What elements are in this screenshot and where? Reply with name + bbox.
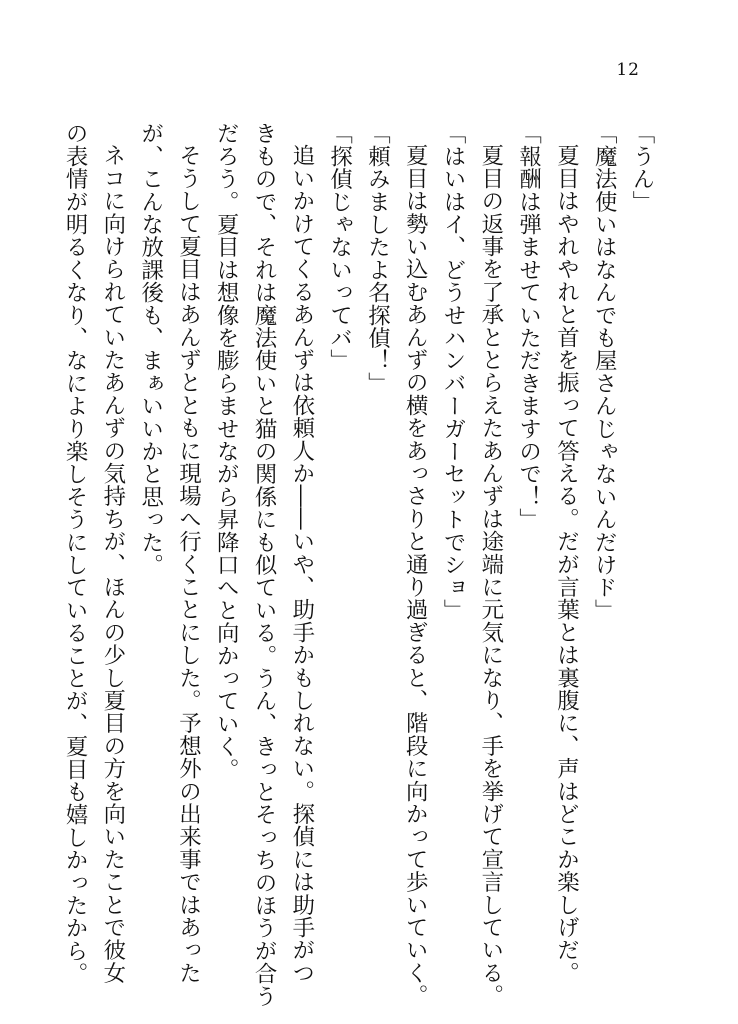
text-line-continuation: が、こんな放課後も、まぁいいかと思った。 [137,122,164,576]
text-line-dialogue: 「うん」 [629,122,655,213]
text-line-narration: 追いかけてくるあんずは依頼人か――いや、助手かもしれない。探偵には助手がつ [288,144,315,985]
text-line-narration: 夏目は勢い込むあんずの横をあっさりと通り過ぎると、階段に向かって歩いていく。 [402,144,429,1007]
text-line-continuation: だろう。夏目は想像を膨らませながら昇降口へと向かっていく。 [213,122,240,781]
text-line-narration: 夏目はやれやれと首を振って答える。だが言葉とは裏腹に、声はどこか楽しげだ。 [553,144,580,985]
text-line-continuation: きもので、それは魔法使いと猫の関係にも似ている。うん、きっとそっちのほうが合う [251,122,278,1008]
text-line-dialogue: 「報酬は弾ませていただきますので！」 [515,122,542,531]
text-line-narration: ネコに向けられていたあんずの気持ちが、ほんの少し夏目の方を向いたことで彼女 [99,144,126,985]
text-line-dialogue: 「はいはイ、どうせハンバーガーセットでショ」 [440,122,467,622]
text-line-narration: 夏目の返事を了承ととらえたあんずは途端に元気になり、手を挙げて宣言している。 [477,144,504,1007]
text-line-dialogue: 「頼みましたよ名探偵！」 [364,122,391,395]
text-line-narration: そうして夏目はあんずとともに現場へ行くことにした。予想外の出来事ではあった [175,144,202,985]
text-line-dialogue: 「魔法使いはなんでも屋さんじゃないんだけド」 [591,122,618,622]
vertical-text-body [62,122,660,1008]
text-line-continuation: の表情が明るくなり、なにより楽しそうにしていることが、夏目も嬉しかったから。 [62,122,89,985]
page-number: 12 [616,60,640,80]
text-line-dialogue: 「探偵じゃないってバ」 [326,122,353,372]
